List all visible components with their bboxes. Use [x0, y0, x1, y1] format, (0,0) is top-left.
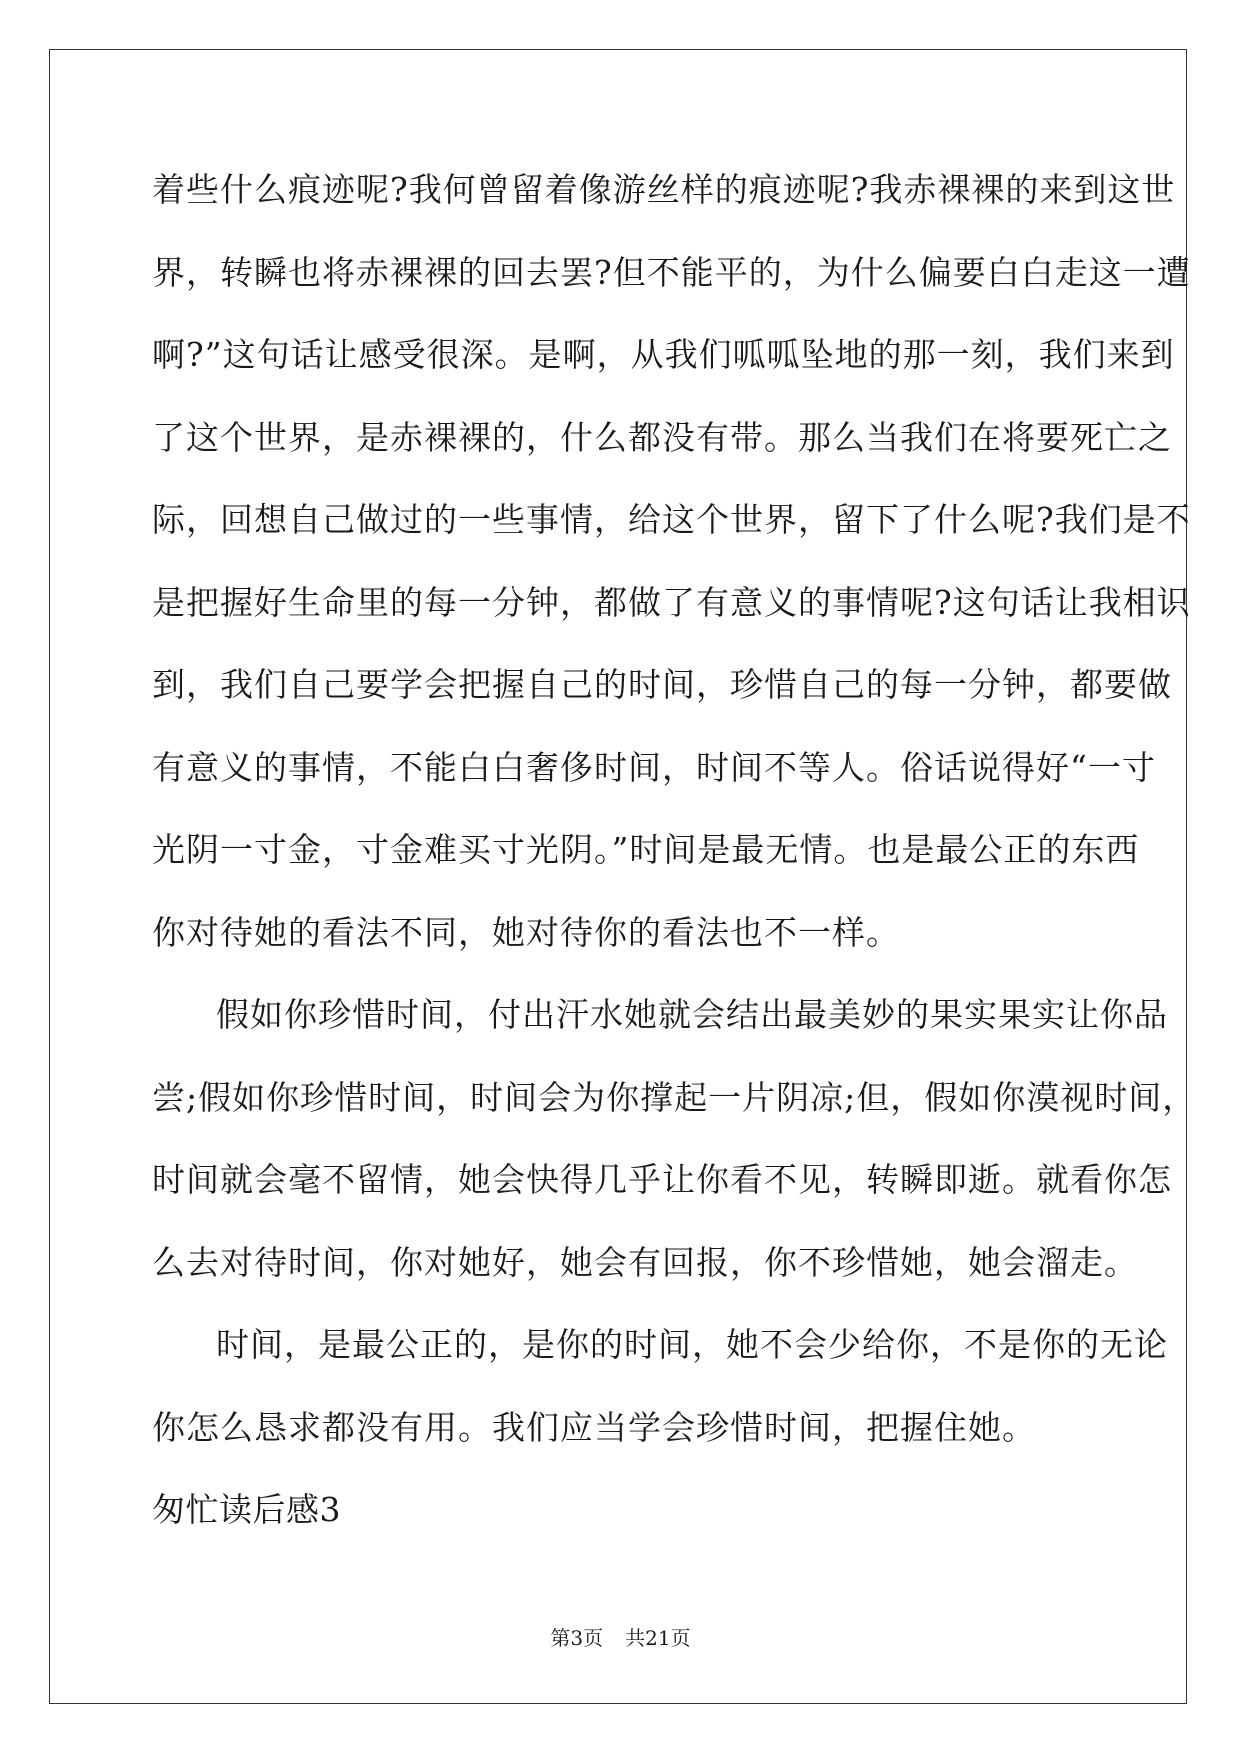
paragraph-line: 你对待她的看法不同，她对待你的看法也不一样。	[152, 912, 900, 952]
paragraph-line: 到，我们自己要学会把握自己的时间，珍惜自己的每一分钟，都要做	[152, 665, 1172, 704]
paragraph-line: 光阴一寸金，寸金难买寸光阴。”时间是最无情。也是最公正的东西	[152, 830, 1140, 869]
paragraph-line: 尝;假如你珍惜时间，时间会为你撑起一片阴凉;但，假如你漠视时间，	[152, 1077, 1197, 1117]
paragraph-line: 着些什么痕迹呢?我何曾留着像游丝样的痕迹呢?我赤裸裸的来到这世	[152, 170, 1176, 209]
paragraph-line: 时间就会毫不留情，她会快得几乎让你看不见，转瞬即逝。就看你怎	[152, 1160, 1172, 1199]
page-footer	[0, 1622, 1241, 1651]
document-body	[152, 160, 1197, 1563]
paragraph-line: 了这个世界，是赤裸裸的，什么都没有带。那么当我们在将要死亡之	[152, 417, 1172, 457]
section-heading: 匆忙读后感3	[152, 1490, 341, 1529]
paragraph-line-indented: 假如你珍惜时间，付出汗水她就会结出最美妙的果实果实让你品	[216, 995, 1168, 1034]
paragraph-line: 么去对待时间，你对她好，她会有回报，你不珍惜她，她会溜走。	[152, 1242, 1138, 1282]
paragraph-line: 际，回想自己做过的一些事情，给这个世界，留下了什么呢?我们是不	[152, 500, 1191, 539]
paragraph-line: 界，转瞬也将赤裸裸的回去罢?但不能平的，为什么偏要白白走这一遭	[152, 252, 1191, 292]
paragraph-line: 是把握好生命里的每一分钟，都做了有意义的事情呢?这句话让我相识	[152, 582, 1191, 622]
paragraph-line: 有意义的事情，不能白白奢侈时间，时间不等人。俗话说得好“一寸	[152, 747, 1156, 787]
page-total: 共21页	[625, 1626, 691, 1650]
paragraph-line: 你怎么恳求都没有用。我们应当学会珍惜时间，把握住她。	[152, 1407, 1036, 1447]
paragraph-line-indented: 时间，是最公正的，是你的时间，她不会少给你，不是你的无论	[216, 1325, 1168, 1364]
page-number: 第3页	[550, 1626, 604, 1650]
paragraph-line: 啊?”这句话让感受很深。是啊，从我们呱呱坠地的那一刻，我们来到	[152, 335, 1175, 374]
